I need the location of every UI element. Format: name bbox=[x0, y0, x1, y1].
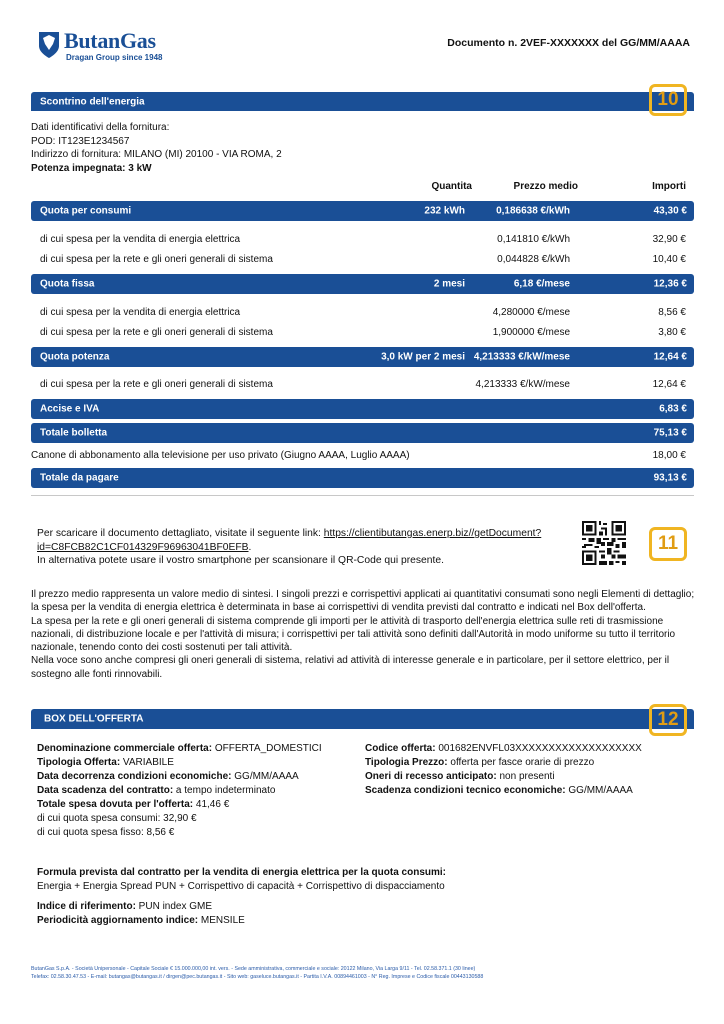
fixed-bar bbox=[31, 274, 694, 294]
section-badge-11: 11 bbox=[649, 527, 687, 561]
footer-line-2: Telefax: 02.58.30.47.53 - E-mail: butangas@butangas.it / dirgen@pec.butangas.it - Sito web: gaseluce.butangas.it - Partita I.V.A. 00894461003 - N° Reg. Imprese e Codice fiscale 00443130588 bbox=[31, 974, 484, 980]
taxes-bar bbox=[31, 399, 694, 419]
fixed-row-2-label: di cui spesa per la rete e gli oneri generali di sistema bbox=[40, 327, 273, 338]
consumption-row-1-amount: 32,90 € bbox=[652, 234, 686, 245]
power-quantity: 3,0 kW per 2 mesi bbox=[381, 351, 465, 363]
power-row-1-amount: 12,64 € bbox=[652, 379, 686, 390]
download-prefix: Per scaricare il documento dettagliato, visitate il seguente link: bbox=[37, 528, 324, 539]
power-price: 4,213333 €/kW/mese bbox=[473, 351, 570, 363]
pod-code: POD: IT123E1234567 bbox=[31, 136, 130, 147]
shield-logo-icon bbox=[37, 30, 61, 60]
fixed-quantity: 2 mesi bbox=[433, 278, 465, 290]
offer-field: di cui quota spesa consumi: 32,90 € bbox=[37, 813, 197, 824]
consumption-amount: 43,30 € bbox=[653, 205, 687, 217]
total-due-label: Totale da pagare bbox=[40, 472, 119, 484]
consumption-row-2-price: 0,044828 €/kWh bbox=[497, 254, 570, 265]
col-quantity: Quantita bbox=[431, 181, 472, 192]
fixed-row-2-price: 1,900000 €/mese bbox=[492, 327, 570, 338]
fixed-label: Quota fissa bbox=[40, 278, 95, 290]
formula-value: Energia + Energia Spread PUN + Corrispettivo di capacità + Corrispettivo di dispacciamento bbox=[37, 881, 445, 892]
note-paragraph: La spesa per la rete e gli oneri generali di sistema comprende gli importi per le attività di trasporto dell'energia elettrica sulle reti di trasmissione nazionali, di distribuzione locale e per l'attività di misura; i corrispettivi per tali attività sono definiti dall'Autorità in modo uniforme su tutto il territorio nazionale, tenendo conto dei costi sostenuti per tali attività. bbox=[31, 615, 676, 654]
fixed-row-1-amount: 8,56 € bbox=[658, 307, 686, 318]
offer-field: Tipologia Prezzo: offerta per fasce orarie di prezzo bbox=[365, 757, 595, 768]
download-text bbox=[37, 527, 557, 568]
offer-left-column bbox=[37, 742, 357, 840]
offer-field: di cui quota spesa fisso: 8,56 € bbox=[37, 827, 175, 838]
total-due-bar bbox=[31, 468, 694, 488]
total-bill-bar bbox=[31, 423, 694, 443]
tv-fee-label: Canone di abbonamento alla televisione per uso privato (Giugno AAAA, Luglio AAAA) bbox=[31, 450, 410, 461]
offer-field: Totale spesa dovuta per l'offerta: 41,46 € bbox=[37, 799, 230, 810]
power-bar bbox=[31, 347, 694, 367]
download-link[interactable]: https://clientibutangas.enerp.biz//getDocument? bbox=[323, 528, 542, 539]
offer-box-header bbox=[31, 709, 694, 729]
offer-field: Denominazione commerciale offerta: OFFERTA_DOMESTICI bbox=[37, 743, 322, 754]
col-amount: Importi bbox=[652, 181, 686, 192]
consumption-quantity: 232 kWh bbox=[424, 205, 465, 217]
fixed-row-1-price: 4,280000 €/mese bbox=[492, 307, 570, 318]
section-badge-12: 12 bbox=[649, 704, 687, 736]
offer-field: Data decorrenza condizioni economiche: GG/MM/AAAA bbox=[37, 771, 299, 782]
consumption-row-1-price: 0,141810 €/kWh bbox=[497, 234, 570, 245]
fixed-amount: 12,36 € bbox=[653, 278, 687, 290]
offer-formula bbox=[37, 866, 687, 894]
section-divider bbox=[31, 495, 694, 496]
consumption-bar bbox=[31, 201, 694, 221]
taxes-label: Accise e IVA bbox=[40, 403, 100, 415]
total-bill-amount: 75,13 € bbox=[653, 427, 687, 439]
taxes-amount: 6,83 € bbox=[659, 403, 687, 415]
download-link-id[interactable]: id=C8FCB82C1CF014329F96963041BF0EFB bbox=[37, 541, 249, 553]
note-paragraph: la spesa per la vendita di energia elettrica è determinata in base ai corrispettivi di vendita previsti dal contratto e indicati nel Box dell'offerta. bbox=[31, 602, 646, 614]
brand-name: ButanGas bbox=[64, 28, 156, 53]
fixed-row-2-amount: 3,80 € bbox=[658, 327, 686, 338]
section-badge-10: 10 bbox=[649, 84, 687, 116]
offer-right-column bbox=[365, 742, 695, 798]
notes-block bbox=[31, 588, 695, 681]
period-field: Periodicità aggiornamento indice: MENSILE bbox=[37, 915, 245, 926]
download-qr-hint: In alternativa potete usare il vostro smartphone per scansionare il QR-Code qui presente. bbox=[37, 555, 444, 566]
supply-address: Indirizzo di fornitura: MILANO (MI) 20100 - VIA ROMA, 2 bbox=[31, 149, 282, 160]
committed-power: Potenza impegnata: 3 kW bbox=[31, 163, 152, 174]
brand-logo bbox=[37, 28, 177, 68]
offer-index bbox=[37, 900, 687, 928]
formula-label: Formula prevista dal contratto per la vendita di energia elettrica per la quota consumi: bbox=[37, 867, 446, 878]
brand-tagline: Dragan Group since 1948 bbox=[66, 53, 163, 62]
consumption-row-1-label: di cui spesa per la vendita di energia elettrica bbox=[40, 234, 241, 245]
power-amount: 12,64 € bbox=[653, 351, 687, 363]
col-avg-price: Prezzo medio bbox=[513, 181, 578, 192]
power-row-1-price: 4,213333 €/kW/mese bbox=[475, 379, 570, 390]
note-paragraph: Il prezzo medio rappresenta un valore medio di sintesi. I singoli prezzi e corrispettivi applicati ai quantitativi consumati sono negli Elementi di dettaglio; bbox=[31, 589, 695, 600]
note-paragraph: Nella voce sono anche compresi gli oneri generali di sistema, relativi ad attività di interesse generale e in particolare, per il settore elettrico, per il sostegno alle fonti rinnovabili. bbox=[31, 655, 670, 680]
offer-field: Tipologia Offerta: VARIABILE bbox=[37, 757, 174, 768]
offer-field: Codice offerta: 001682ENVFL03XXXXXXXXXXXXXXXXXXX bbox=[365, 743, 642, 754]
consumption-label: Quota per consumi bbox=[40, 205, 132, 217]
consumption-row-2-amount: 10,40 € bbox=[652, 254, 686, 265]
download-suffix: . bbox=[248, 541, 252, 553]
supply-label: Dati identificativi della fornitura: bbox=[31, 122, 170, 133]
index-field: Indice di riferimento: PUN index GME bbox=[37, 901, 213, 912]
consumption-price: 0,186638 €/kWh bbox=[496, 205, 570, 217]
total-bill-label: Totale bolletta bbox=[40, 427, 108, 439]
fixed-row-1-label: di cui spesa per la vendita di energia elettrica bbox=[40, 307, 241, 318]
offer-box-title: BOX DELL'OFFERTA bbox=[44, 713, 144, 725]
offer-field: Data scadenza del contratto: a tempo indeterminato bbox=[37, 785, 276, 796]
fixed-price: 6,18 €/mese bbox=[513, 278, 570, 290]
qr-code-icon[interactable] bbox=[582, 521, 626, 565]
footer-line-1: ButanGas S.p.A. - Società Unipersonale - Capitale Sociale € 15.000.000,00 int. vers. - Sede amministrativa, commerciale e sociale: 20122 Milano, Via Larga 9/11 - Tel. 02.58.371.1 (30 linee) bbox=[31, 966, 476, 972]
document-ref: Documento n. 2VEF-XXXXXXX del GG/MM/AAAA bbox=[447, 37, 690, 49]
footer bbox=[31, 965, 695, 981]
energy-receipt-header bbox=[31, 92, 694, 111]
power-row-1-label: di cui spesa per la rete e gli oneri generali di sistema bbox=[40, 379, 273, 390]
consumption-row-2-label: di cui spesa per la rete e gli oneri generali di sistema bbox=[40, 254, 273, 265]
offer-field: Scadenza condizioni tecnico economiche: GG/MM/AAAA bbox=[365, 785, 633, 796]
offer-field: Oneri di recesso anticipato: non presenti bbox=[365, 771, 555, 782]
tv-fee-amount: 18,00 € bbox=[652, 450, 686, 461]
power-label: Quota potenza bbox=[40, 351, 110, 363]
total-due-amount: 93,13 € bbox=[653, 472, 687, 484]
energy-receipt-title: Scontrino dell'energia bbox=[40, 96, 145, 107]
